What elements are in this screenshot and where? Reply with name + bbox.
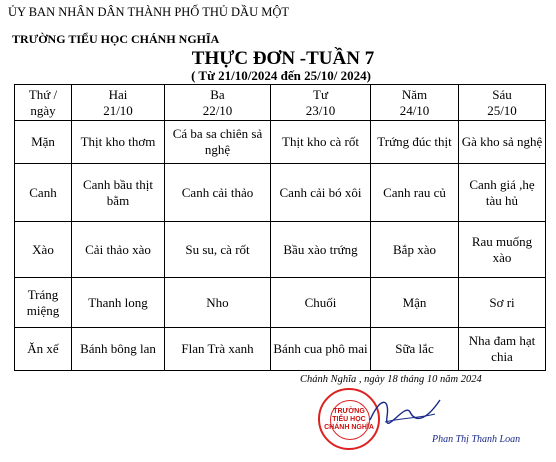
meal-category-cell-line: Tráng bbox=[27, 286, 59, 302]
dish-cell: Nho bbox=[165, 278, 271, 328]
weekly-menu-table bbox=[14, 84, 546, 371]
dish-cell: Thịt kho cà rốt bbox=[271, 121, 371, 164]
stamp-text: TRƯỜNG TIỂU HỌC CHÁNH NGHĨA bbox=[324, 408, 374, 431]
table-row bbox=[15, 121, 546, 164]
dish-cell: Mận bbox=[371, 278, 459, 328]
dish-cell: Thịt kho thơm bbox=[72, 121, 165, 164]
dish-cell: Canh rau củ bbox=[371, 164, 459, 222]
school-header: TRƯỜNG TIỂU HỌC CHÁNH NGHĨA bbox=[12, 32, 220, 46]
dish-cell: Trứng đúc thịt bbox=[371, 121, 459, 164]
dish-cell: Sữa lắc bbox=[371, 328, 459, 371]
meal-category-cell bbox=[15, 278, 72, 328]
dish-cell: Bầu xào trứng bbox=[271, 222, 371, 278]
day-date: 22/10 bbox=[202, 102, 233, 118]
table-row bbox=[15, 164, 546, 222]
dish-cell: Gà kho sả nghệ bbox=[459, 121, 546, 164]
menu-title: THỰC ĐƠN -TUẦN 7 bbox=[191, 48, 375, 69]
signing-date-line: Chánh Nghĩa , ngày 18 tháng 10 năm 2024 bbox=[300, 374, 482, 385]
day-name: Ba bbox=[210, 86, 225, 102]
signer-name: Phan Thị Thanh Loan bbox=[432, 434, 521, 445]
dish-cell: Bánh cua phô mai bbox=[271, 328, 371, 371]
table-row bbox=[15, 328, 546, 371]
corner-cell-line: ngày bbox=[30, 102, 56, 118]
meal-category-cell-line: Canh bbox=[29, 184, 57, 200]
meal-category-cell-line: Xào bbox=[32, 241, 54, 257]
day-header bbox=[72, 85, 165, 121]
day-header bbox=[165, 85, 271, 121]
signature-scribble bbox=[365, 392, 445, 432]
dish-cell: Canh bầu thịt bằm bbox=[72, 164, 165, 222]
dish-cell: Nha đam hạt chia bbox=[459, 328, 546, 371]
meal-category-cell bbox=[15, 121, 72, 164]
dish-cell: Su su, cà rốt bbox=[165, 222, 271, 278]
corner-cell bbox=[15, 85, 72, 121]
dish-cell: Cải thảo xào bbox=[72, 222, 165, 278]
day-header bbox=[459, 85, 546, 121]
day-header bbox=[271, 85, 371, 121]
day-name: Năm bbox=[401, 86, 428, 102]
meal-category-cell-line: Mặn bbox=[31, 134, 55, 149]
table-row bbox=[15, 278, 546, 328]
corner-cell-line: Thứ / bbox=[28, 86, 58, 102]
table-header-row bbox=[15, 85, 546, 121]
dish-cell: Canh giá ,hẹ tàu hủ bbox=[459, 164, 546, 222]
day-date: 21/10 bbox=[103, 102, 133, 118]
meal-category-cell-line: miệng bbox=[26, 302, 60, 318]
dish-cell: Sơ ri bbox=[459, 278, 546, 328]
dish-cell: Rau muống xào bbox=[459, 222, 546, 278]
dish-cell: Chuối bbox=[271, 278, 371, 328]
dish-cell: Thanh long bbox=[72, 278, 165, 328]
day-name: Hai bbox=[108, 86, 128, 102]
dish-cell: Bánh bông lan bbox=[72, 328, 165, 371]
authority-header: ỦY BAN NHÂN DÂN THÀNH PHỐ THỦ DẦU MỘT bbox=[8, 5, 290, 19]
meal-category-cell bbox=[15, 222, 72, 278]
day-date: 25/10 bbox=[487, 102, 517, 118]
dish-cell: Bắp xào bbox=[371, 222, 459, 278]
meal-category-cell bbox=[15, 328, 72, 371]
menu-date-range: ( Từ 21/10/2024 đến 25/10/ 2024) bbox=[191, 68, 371, 83]
day-date: 24/10 bbox=[399, 102, 430, 118]
day-name: Sáu bbox=[492, 86, 512, 102]
day-name: Tư bbox=[313, 86, 328, 102]
dish-cell: Flan Trà xanh bbox=[165, 328, 271, 371]
meal-category-cell bbox=[15, 164, 72, 222]
day-date: 23/10 bbox=[305, 102, 336, 118]
dish-cell: Canh cải thảo bbox=[165, 164, 271, 222]
day-header bbox=[371, 85, 459, 121]
dish-cell: Cá ba sa chiên sả nghệ bbox=[165, 121, 271, 164]
meal-category-cell-line: Ăn xế bbox=[27, 341, 59, 356]
table-row bbox=[15, 222, 546, 278]
dish-cell: Canh cải bó xôi bbox=[271, 164, 371, 222]
